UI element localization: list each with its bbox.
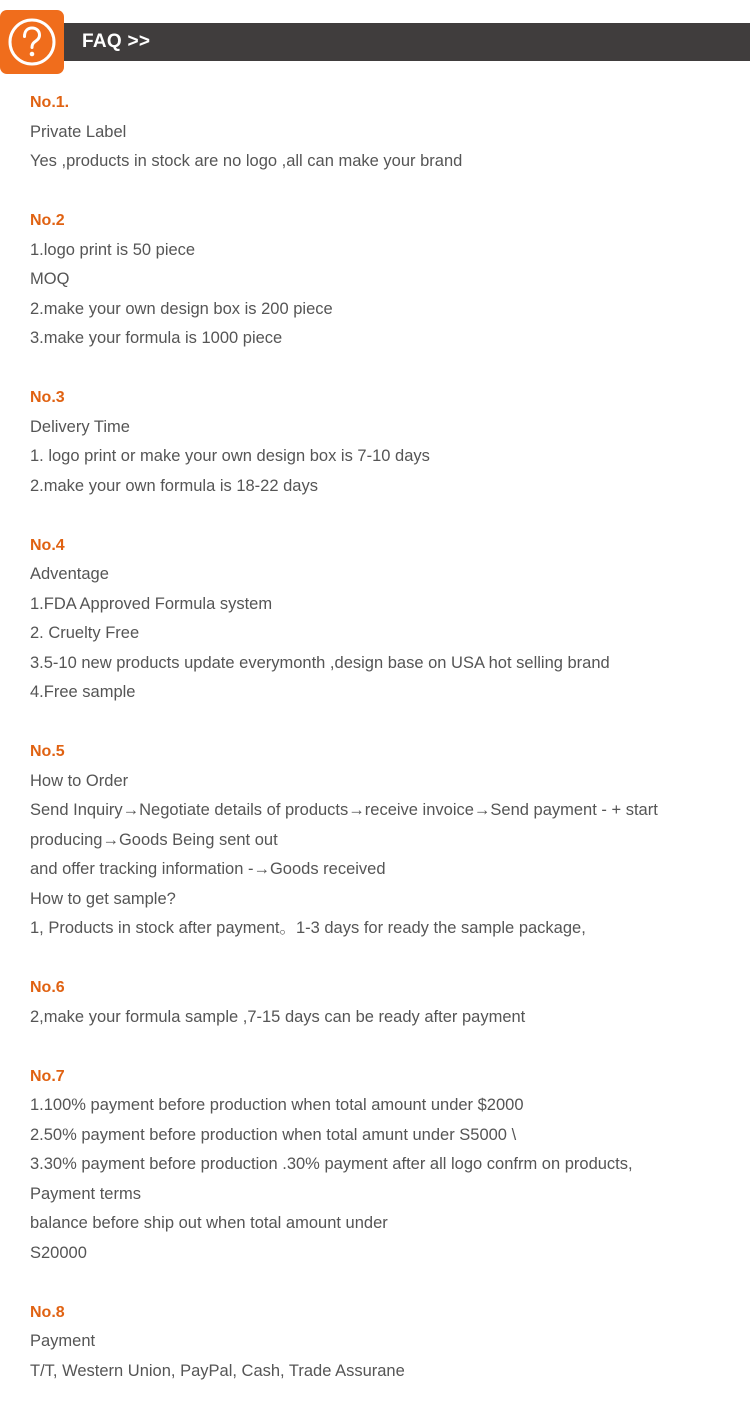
faq-section — [30, 206, 730, 354]
faq-number: No.4 — [30, 536, 65, 554]
page-title: FAQ >> — [82, 31, 151, 52]
faq-line: Yes ,products in stock are no logo ,all can make your brand — [30, 152, 463, 170]
faq-section — [30, 531, 730, 708]
faq-section — [30, 737, 730, 944]
faq-line: Private Label — [30, 122, 127, 141]
faq-line: 2.make your own formula is 18-22 days — [30, 476, 318, 495]
faq-line: 1. logo print or make your own design box is 7-10 days — [30, 447, 430, 465]
faq-line: 3.30% payment before production .30% payment after all logo confrm on products, — [30, 1155, 633, 1173]
faq-number: No.2 — [30, 212, 65, 229]
faq-line: How to get sample? — [30, 889, 176, 908]
faq-line: T/T, Western Union, PayPal, Cash, Trade Assurane — [30, 1361, 405, 1380]
faq-line: Payment — [30, 1332, 96, 1350]
faq-line: Adventage — [30, 565, 109, 583]
faq-number: No.6 — [30, 979, 65, 996]
faq-line: Delivery Time — [30, 417, 130, 436]
faq-line: 1.FDA Approved Formula system — [30, 594, 273, 613]
question-icon — [0, 10, 64, 74]
faq-line: 2.make your own design box is 200 piece — [30, 299, 333, 318]
faq-number: No.1. — [30, 94, 70, 111]
faq-number: No.7 — [30, 1067, 65, 1085]
faq-section — [30, 1062, 730, 1269]
faq-line: 2.50% payment before production when total amunt under S5000 \ — [30, 1125, 517, 1144]
faq-line: S20000 — [30, 1243, 87, 1262]
faq-line: 1.logo print is 50 piece — [30, 240, 196, 259]
faq-line: 2,make your formula sample ,7-15 days can be ready after payment — [30, 1007, 526, 1026]
faq-line: and offer tracking information -→Goods received — [30, 860, 386, 878]
faq-line: Payment terms — [30, 1184, 141, 1203]
faq-number: No.3 — [30, 389, 65, 406]
faq-section — [30, 1298, 730, 1387]
faq-line: 3.make your formula is 1000 piece — [30, 329, 283, 347]
faq-line: 2. Cruelty Free — [30, 624, 140, 642]
faq-line: producing→Goods Being sent out — [30, 830, 278, 849]
faq-number: No.8 — [30, 1303, 65, 1321]
faq-line: 1, Products in stock after payment。1-3 days for ready the sample package, — [30, 919, 586, 937]
faq-line: How to Order — [30, 771, 129, 790]
faq-section — [30, 88, 730, 177]
faq-section — [30, 383, 730, 501]
faq-line: 3.5-10 new products update everymonth ,design base on USA hot selling brand — [30, 653, 610, 672]
faq-number: No.5 — [30, 743, 65, 760]
faq-list — [30, 88, 730, 1416]
faq-section — [30, 973, 730, 1032]
faq-badge — [0, 10, 64, 74]
faq-line: 4.Free sample — [30, 683, 136, 701]
faq-header — [0, 0, 750, 75]
faq-line: Send Inquiry→Negotiate details of products→receive invoice→Send payment - + start — [30, 801, 658, 819]
faq-line: balance before ship out when total amount under — [30, 1214, 388, 1232]
faq-line: MOQ — [30, 270, 70, 288]
faq-line: 1.100% payment before production when total amount under $2000 — [30, 1096, 524, 1114]
